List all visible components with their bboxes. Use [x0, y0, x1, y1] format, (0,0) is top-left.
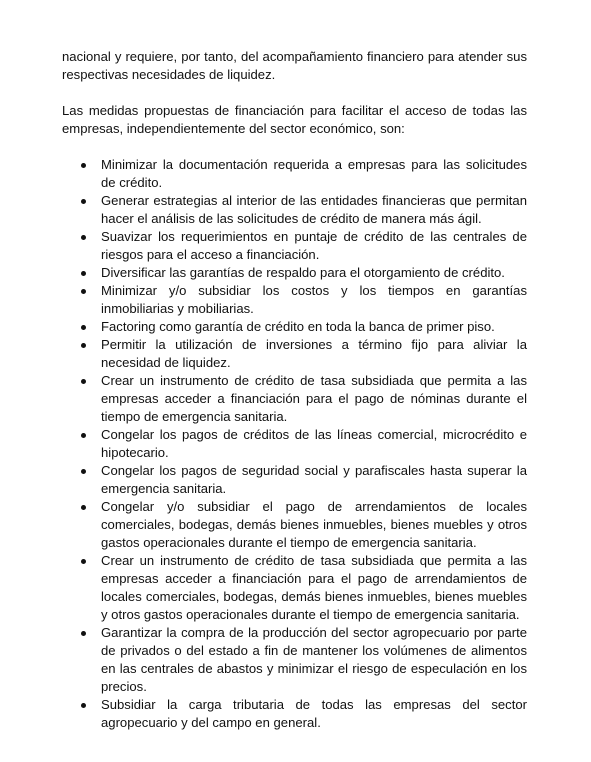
- list-item: [62, 624, 527, 696]
- intro-paragraph-measures: Las medidas propuestas de financiación para facilitar el acceso de todas las empresas, independientemente del sector económico, son:: [62, 103, 527, 136]
- list-item-text: Garantizar la compra de la producción del sector agropecuario por parte de privados o del estado a fin de mantener los volúmenes de alimentos en las centrales de abastos y minimizar el riesgo de especulación en los precios.: [101, 625, 527, 694]
- list-item: [62, 498, 527, 552]
- bullet-icon: [81, 199, 86, 204]
- list-item-text: Diversificar las garantías de respaldo para el otorgamiento de crédito.: [101, 265, 505, 280]
- list-item-text: Subsidiar la carga tributaria de todas las empresas del sector agropecuario y del campo en general.: [101, 697, 527, 730]
- bullet-icon: [81, 325, 86, 330]
- list-item-text: Crear un instrumento de crédito de tasa subsidiada que permita a las empresas acceder a financiación para el pago de arrendamientos de locales comerciales, bodegas, demás bienes inmuebles, bienes muebles y otros gastos operacionales durante el tiempo de emergencia sanitaria.: [101, 553, 527, 622]
- list-item: [62, 696, 527, 732]
- list-item-text: Congelar los pagos de seguridad social y parafiscales hasta superar la emergencia sanitaria.: [101, 463, 527, 496]
- bullet-icon: [81, 271, 86, 276]
- list-item-text: Minimizar y/o subsidiar los costos y los tiempos en garantías inmobiliarias y mobiliarias.: [101, 283, 527, 316]
- list-item-text: Generar estrategias al interior de las entidades financieras que permitan hacer el análisis de las solicitudes de crédito de manera más ágil.: [101, 193, 527, 226]
- list-item-text: Factoring como garantía de crédito en toda la banca de primer piso.: [101, 319, 495, 334]
- bullet-icon: [81, 631, 86, 636]
- bullet-icon: [81, 163, 86, 168]
- list-item-text: Congelar los pagos de créditos de las líneas comercial, microcrédito e hipotecario.: [101, 427, 527, 460]
- list-item: [62, 228, 527, 264]
- bullet-icon: [81, 289, 86, 294]
- intro-paragraph-continuation: nacional y requiere, por tanto, del acompañamiento financiero para atender sus respectivas necesidades de liquidez.: [62, 49, 527, 82]
- list-item: [62, 264, 527, 282]
- list-item: [62, 318, 527, 336]
- bullet-icon: [81, 703, 86, 708]
- bullet-icon: [81, 235, 86, 240]
- list-item-text: Permitir la utilización de inversiones a término fijo para aliviar la necesidad de liquidez.: [101, 337, 527, 370]
- list-item-text: Congelar y/o subsidiar el pago de arrendamientos de locales comerciales, bodegas, demás bienes inmuebles, bienes muebles y otros gastos operacionales durante el tiempo de emergencia sanitaria.: [101, 499, 527, 550]
- bullet-icon: [81, 559, 86, 564]
- list-item: [62, 282, 527, 318]
- list-item: [62, 426, 527, 462]
- bullet-icon: [81, 469, 86, 474]
- bullet-icon: [81, 433, 86, 438]
- list-item-text: Crear un instrumento de crédito de tasa subsidiada que permita a las empresas acceder a financiación para el pago de nóminas durante el tiempo de emergencia sanitaria.: [101, 373, 527, 424]
- list-item: [62, 552, 527, 624]
- list-item: [62, 372, 527, 426]
- document-page: [62, 48, 527, 732]
- list-item-text: Minimizar la documentación requerida a empresas para las solicitudes de crédito.: [101, 157, 527, 190]
- list-item: [62, 156, 527, 192]
- list-item: [62, 462, 527, 498]
- bullet-icon: [81, 505, 86, 510]
- list-item: [62, 336, 527, 372]
- bullet-icon: [81, 379, 86, 384]
- list-item-text: Suavizar los requerimientos en puntaje de crédito de las centrales de riesgos para el acceso a financiación.: [101, 229, 527, 262]
- bullet-icon: [81, 343, 86, 348]
- list-item: [62, 192, 527, 228]
- measures-bullet-list: [62, 156, 527, 732]
